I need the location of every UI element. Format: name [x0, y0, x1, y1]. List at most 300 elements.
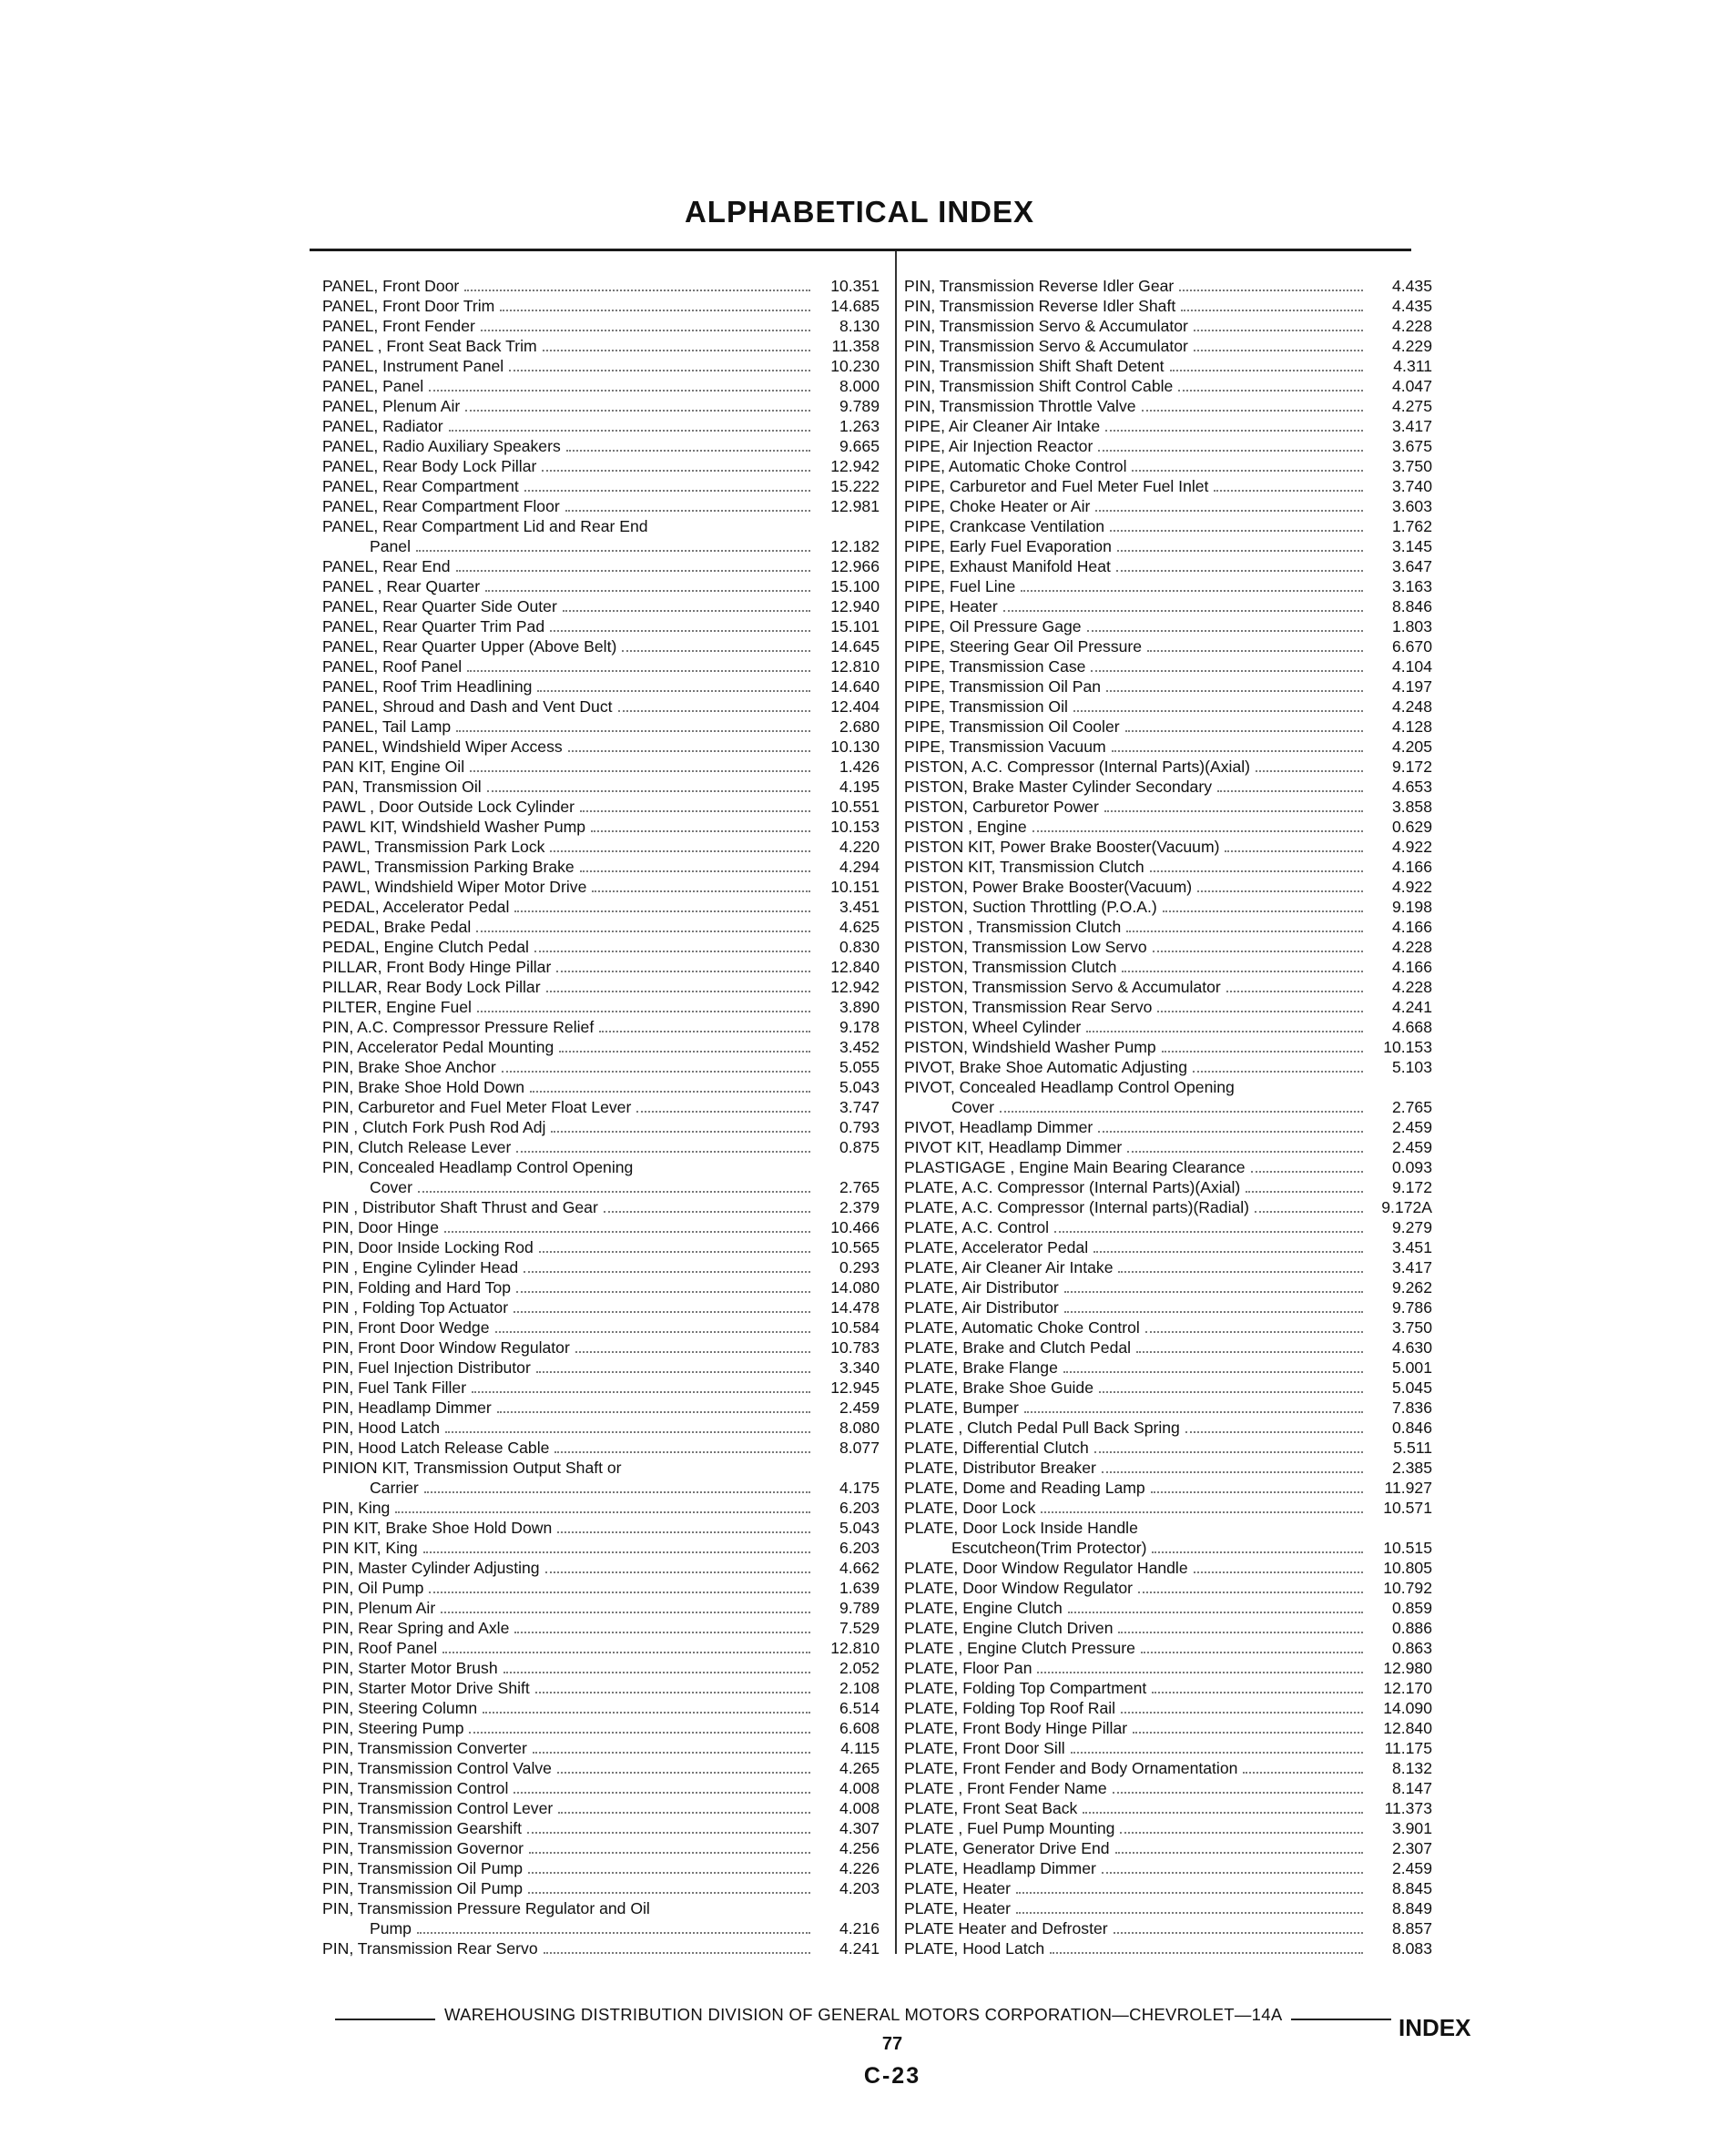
entry-leader-dots [1054, 1231, 1363, 1233]
entry-label: PISTON, Suction Throttling (P.O.A.) [904, 898, 1157, 916]
index-entry [904, 676, 1432, 697]
entry-leader-dots [568, 750, 810, 752]
entry-reference-number: 10.515 [1383, 1539, 1432, 1557]
entry-leader-dots [1185, 1431, 1363, 1433]
entry-leader-dots [527, 1832, 810, 1834]
entry-leader-dots [542, 470, 810, 472]
entry-reference-number: 12.940 [830, 597, 880, 615]
footer-text: WAREHOUSING DISTRIBUTION DIVISION OF GENERAL MOTORS CORPORATION—CHEVROLET—14A [444, 2005, 1283, 2024]
entry-leader-dots [1151, 1491, 1363, 1493]
entry-reference-number: 5.511 [1393, 1439, 1432, 1457]
entry-reference-number: 10.584 [830, 1318, 880, 1337]
index-entry [904, 1598, 1432, 1618]
entry-label: PIN, Accelerator Pedal Mounting [322, 1038, 554, 1056]
entry-reference-number: 8.857 [1391, 1919, 1432, 1937]
entry-leader-dots [1099, 1391, 1363, 1393]
entry-reference-number: 4.435 [1391, 277, 1432, 295]
index-entry [322, 1718, 880, 1738]
entry-leader-dots [1106, 690, 1363, 692]
entry-label: PANEL, Front Door Trim [322, 297, 495, 315]
index-entry [904, 1337, 1432, 1358]
entry-reference-number: 10.565 [830, 1238, 880, 1256]
entry-label: PIN, Transmission Governor [322, 1839, 524, 1857]
entry-label: PLATE, Brake Shoe Guide [904, 1378, 1093, 1397]
index-entry [322, 937, 880, 957]
entry-reference-number: 8.077 [839, 1439, 880, 1457]
index-entry [322, 917, 880, 937]
entry-reference-number: 3.647 [1391, 557, 1432, 575]
index-entry [322, 516, 880, 536]
entry-label: PIN, Front Door Wedge [322, 1318, 490, 1337]
entry-reference-number: 3.163 [1391, 577, 1432, 595]
entry-reference-number: 9.198 [1391, 898, 1432, 916]
index-entry [904, 1077, 1432, 1097]
entry-reference-number: 3.603 [1391, 497, 1432, 515]
index-entry [904, 576, 1432, 596]
entry-reference-number: 4.229 [1391, 337, 1432, 355]
index-entry [322, 276, 880, 296]
index-entry [322, 737, 880, 757]
entry-leader-dots [1122, 971, 1363, 972]
entry-reference-number: 4.256 [839, 1839, 880, 1857]
entry-label: PLATE, Air Cleaner Air Intake [904, 1258, 1114, 1276]
entry-label: PLATE, Door Lock [904, 1499, 1036, 1517]
index-entry [904, 376, 1432, 396]
entry-leader-dots [1126, 931, 1363, 932]
index-entry [904, 737, 1432, 757]
index-entry [322, 1578, 880, 1598]
entry-reference-number: 8.080 [839, 1419, 880, 1437]
index-entry [322, 476, 880, 496]
index-entry [904, 596, 1432, 616]
entry-label: PAWL, Transmission Parking Brake [322, 858, 575, 876]
entry-label: PIN, Plenum Air [322, 1599, 436, 1617]
entry-leader-dots [1032, 830, 1363, 832]
index-entry [322, 897, 880, 917]
entry-label: PISTON, Wheel Cylinder [904, 1018, 1082, 1036]
entry-leader-dots [1153, 951, 1363, 952]
index-entry [322, 1758, 880, 1778]
entry-leader-dots [441, 1612, 810, 1613]
entry-label: PIPE, Crankcase Ventilation [904, 517, 1105, 535]
entry-leader-dots [1105, 430, 1363, 432]
index-entry [904, 1538, 1432, 1558]
entry-leader-dots [539, 1251, 810, 1253]
entry-leader-dots [429, 1592, 810, 1593]
entry-leader-dots [580, 810, 810, 812]
entry-label: PLATE , Front Fender Name [904, 1779, 1107, 1797]
entry-reference-number: 5.103 [1391, 1058, 1432, 1076]
entry-reference-number: 9.789 [839, 1599, 880, 1617]
entry-label: PISTON, Transmission Low Servo [904, 938, 1147, 956]
entry-leader-dots [1095, 510, 1363, 512]
entry-leader-dots [1138, 1592, 1363, 1593]
index-entry [904, 1838, 1432, 1858]
entry-reference-number: 2.379 [839, 1198, 880, 1216]
entry-label: PIN, Starter Motor Drive Shift [322, 1679, 530, 1697]
entry-leader-dots [556, 971, 810, 972]
entry-leader-dots [1115, 1852, 1363, 1854]
entry-reference-number: 3.451 [839, 898, 880, 916]
entry-label: PLATE, Bumper [904, 1398, 1019, 1417]
entry-reference-number: 2.459 [1391, 1118, 1432, 1136]
entry-leader-dots [1214, 490, 1363, 492]
entry-reference-number: 14.640 [830, 677, 880, 696]
entry-reference-number: 9.172 [1391, 1178, 1432, 1196]
entry-reference-number: 9.172 [1391, 758, 1432, 776]
entry-leader-dots [524, 1271, 810, 1273]
index-entry [904, 1878, 1432, 1898]
entry-label: PEDAL, Brake Pedal [322, 918, 472, 936]
entry-label: PISTON , Transmission Clutch [904, 918, 1122, 936]
entry-reference-number: 4.175 [839, 1479, 880, 1497]
index-entry [904, 536, 1432, 556]
entry-label: PIPE, Choke Heater or Air [904, 497, 1091, 515]
entry-leader-dots [1063, 1371, 1363, 1373]
entry-label: PIN, Steering Pump [322, 1719, 464, 1737]
entry-reference-number: 4.241 [1391, 998, 1432, 1016]
entry-label: PLATE, Heater [904, 1879, 1012, 1897]
entry-reference-number: 12.840 [830, 958, 880, 976]
entry-leader-dots [423, 1551, 810, 1553]
entry-label: Escutcheon(Trim Protector) [951, 1539, 1147, 1557]
entry-reference-number: 4.197 [1391, 677, 1432, 696]
index-entry [904, 456, 1432, 476]
entry-reference-number: 9.665 [839, 437, 880, 455]
entry-label: PIN, Transmission Oil Pump [322, 1879, 523, 1897]
index-entry [322, 596, 880, 616]
entry-leader-dots [516, 1291, 810, 1293]
entry-label: PLATE, Distributor Breaker [904, 1459, 1096, 1477]
entry-label: PIPE, Heater [904, 597, 998, 615]
index-entry [322, 1858, 880, 1878]
entry-leader-dots [1064, 1291, 1363, 1293]
index-entry [322, 1297, 880, 1317]
index-entry [322, 957, 880, 977]
entry-label: PIN, Transmission Reverse Idler Shaft [904, 297, 1176, 315]
entry-label: PLATE, Front Door Sill [904, 1739, 1065, 1757]
entry-reference-number: 0.830 [839, 938, 880, 956]
entry-reference-number: 6.203 [839, 1539, 880, 1557]
entry-reference-number: 4.008 [839, 1779, 880, 1797]
entry-reference-number: 4.275 [1391, 397, 1432, 415]
entry-label: PIN, Hood Latch [322, 1419, 441, 1437]
entry-leader-dots [1071, 1752, 1363, 1754]
entry-leader-dots [1003, 610, 1363, 612]
entry-label: PLATE, Engine Clutch Driven [904, 1619, 1114, 1637]
entry-label: PIN , Clutch Fork Push Rod Adj [322, 1118, 546, 1136]
index-entry [904, 1638, 1432, 1658]
entry-reference-number: 4.104 [1391, 657, 1432, 676]
entry-leader-dots [554, 1451, 810, 1453]
entry-reference-number: 0.846 [1391, 1419, 1432, 1437]
index-entry [322, 797, 880, 817]
index-entry [904, 1618, 1432, 1638]
index-entry [322, 1678, 880, 1698]
index-entry [322, 416, 880, 436]
entry-label: PANEL, Rear Body Lock Pillar [322, 457, 537, 475]
entry-leader-dots [1125, 730, 1363, 732]
entry-leader-dots [1170, 370, 1363, 371]
entry-label: PIN, Transmission Rear Servo [322, 1939, 538, 1958]
entry-leader-dots [445, 1431, 810, 1433]
entry-label: PIPE, Carburetor and Fuel Meter Fuel Inlet [904, 477, 1209, 495]
entry-reference-number: 12.980 [1383, 1659, 1432, 1677]
index-entry [322, 1798, 880, 1818]
entry-leader-dots [563, 610, 810, 612]
entry-reference-number: 0.793 [839, 1118, 880, 1136]
entry-label: PISTON, Transmission Servo & Accumulator [904, 978, 1221, 996]
entry-label: PIN, Transmission Throttle Valve [904, 397, 1136, 415]
entry-reference-number: 4.008 [839, 1799, 880, 1817]
entry-label: PIPE, Air Cleaner Air Intake [904, 417, 1101, 435]
entry-leader-dots [1152, 1551, 1363, 1553]
entry-leader-dots [1136, 1351, 1363, 1353]
entry-label: PIPE, Transmission Vacuum [904, 737, 1106, 756]
entry-leader-dots [424, 1491, 810, 1493]
entry-label: PISTON, Transmission Rear Servo [904, 998, 1153, 1016]
index-entry [904, 1798, 1432, 1818]
entry-label: PLATE, A.C. Compressor (Internal Parts)(Axial) [904, 1178, 1241, 1196]
entry-leader-dots [456, 570, 811, 572]
index-entry [904, 857, 1432, 877]
entry-leader-dots [444, 1231, 810, 1233]
entry-leader-dots [618, 710, 810, 712]
index-entry [904, 997, 1432, 1017]
entry-reference-number: 5.055 [839, 1058, 880, 1076]
index-entry [322, 636, 880, 656]
entry-label: PANEL, Plenum Air [322, 397, 461, 415]
index-entry [322, 1738, 880, 1758]
entry-leader-dots [1110, 530, 1363, 532]
entry-leader-dots [1086, 1031, 1363, 1032]
entry-reference-number: 10.466 [830, 1218, 880, 1236]
entry-leader-dots [537, 690, 810, 692]
entry-label: PIN, Starter Motor Brush [322, 1659, 498, 1677]
entry-reference-number: 4.205 [1391, 737, 1432, 756]
entry-leader-dots [1083, 1812, 1363, 1814]
entry-label: PIN, Transmission Control [322, 1779, 509, 1797]
entry-reference-number: 10.783 [830, 1338, 880, 1357]
entry-label: PIN, Carburetor and Fuel Meter Float Lever [322, 1098, 632, 1116]
entry-leader-dots [1162, 1051, 1363, 1053]
entry-leader-dots [1102, 1872, 1363, 1874]
entry-leader-dots [1114, 1932, 1363, 1934]
entry-label: PAWL, Transmission Park Lock [322, 838, 545, 856]
entry-label: PIN, Fuel Injection Distributor [322, 1358, 531, 1377]
entry-label: PIPE, Steering Gear Oil Pressure [904, 637, 1143, 656]
index-entry [322, 1518, 880, 1538]
index-entry [322, 1097, 880, 1117]
entry-label: PIPE, Early Fuel Evaporation [904, 537, 1112, 555]
entry-leader-dots [533, 1752, 810, 1754]
entry-label: PLATE, Front Seat Back [904, 1799, 1078, 1817]
index-entry [322, 697, 880, 717]
index-entry [904, 1097, 1432, 1117]
index-entry [322, 877, 880, 897]
entry-label: PISTON, Carburetor Power [904, 798, 1099, 816]
entry-label: PIVOT, Headlamp Dimmer [904, 1118, 1093, 1136]
entry-leader-dots [575, 1351, 810, 1353]
entry-label: PANEL , Front Seat Back Trim [322, 337, 537, 355]
index-entry [904, 877, 1432, 897]
index-entry [322, 817, 880, 837]
index-entry [904, 1358, 1432, 1378]
entry-label: PIN, Brake Shoe Hold Down [322, 1078, 524, 1096]
entry-leader-dots [1141, 1652, 1363, 1653]
entry-reference-number: 3.340 [839, 1358, 880, 1377]
index-entry [322, 1638, 880, 1658]
entry-label: PANEL, Windshield Wiper Access [322, 737, 563, 756]
index-entry [322, 1418, 880, 1438]
entry-label: PIN, Transmission Control Valve [322, 1759, 552, 1777]
entry-reference-number: 10.551 [830, 798, 880, 816]
index-entry [904, 937, 1432, 957]
index-entry [904, 1418, 1432, 1438]
entry-leader-dots [1000, 1111, 1363, 1113]
page-title: ALPHABETICAL INDEX [684, 195, 1035, 229]
index-entry [904, 977, 1432, 997]
entry-label: PLATE, Differential Clutch [904, 1439, 1089, 1457]
entry-reference-number: 3.858 [1391, 798, 1432, 816]
entry-reference-number: 3.747 [839, 1098, 880, 1116]
entry-leader-dots [503, 1672, 810, 1673]
entry-reference-number: 15.100 [830, 577, 880, 595]
entry-label: PANEL , Rear Quarter [322, 577, 481, 595]
entry-leader-dots [1127, 1151, 1363, 1153]
entry-label: Cover [951, 1098, 994, 1116]
entry-reference-number: 12.966 [830, 557, 880, 575]
entry-leader-dots [1194, 330, 1363, 331]
entry-reference-number: 8.849 [1391, 1899, 1432, 1917]
entry-reference-number: 12.182 [830, 537, 880, 555]
entry-reference-number: 4.220 [839, 838, 880, 856]
index-entry [322, 857, 880, 877]
index-entry [322, 1017, 880, 1037]
entry-leader-dots [1133, 1732, 1363, 1734]
entry-reference-number: 3.451 [1391, 1238, 1432, 1256]
entry-label: PLATE, A.C. Compressor (Internal parts)(Radial) [904, 1198, 1250, 1216]
entry-label: PIPE, Automatic Choke Control [904, 457, 1127, 475]
entry-label: PIN, Concealed Headlamp Control Opening [322, 1158, 634, 1176]
index-entry [322, 656, 880, 676]
entry-leader-dots [580, 870, 810, 872]
index-entry [904, 296, 1432, 316]
entry-reference-number: 1.426 [839, 758, 880, 776]
entry-reference-number: 8.147 [1391, 1779, 1432, 1797]
entry-label: PAN KIT, Engine Oil [322, 758, 465, 776]
entry-leader-dots [550, 850, 810, 852]
index-entry [322, 316, 880, 336]
index-entry [322, 1277, 880, 1297]
index-entry [322, 1558, 880, 1578]
entry-leader-dots [1098, 1131, 1363, 1133]
entry-leader-dots [530, 1091, 810, 1093]
page-number: 77 [881, 2034, 903, 2054]
index-entry [904, 1197, 1432, 1217]
entry-label: PIN, Fuel Tank Filler [322, 1378, 467, 1397]
entry-label: PLATE, Front Body Hinge Pillar [904, 1719, 1128, 1737]
entry-leader-dots [558, 1812, 810, 1814]
entry-reference-number: 0.863 [1391, 1639, 1432, 1657]
entry-reference-number: 7.529 [839, 1619, 880, 1637]
index-entry [322, 1838, 880, 1858]
entry-reference-number: 2.765 [839, 1178, 880, 1196]
entry-reference-number: 10.151 [830, 878, 880, 896]
index-entry [904, 1858, 1432, 1878]
entry-reference-number: 14.090 [1383, 1699, 1432, 1717]
entry-leader-dots [1094, 1451, 1363, 1453]
index-entry [904, 1718, 1432, 1738]
index-entry [904, 1057, 1432, 1077]
entry-reference-number: 1.803 [1391, 617, 1432, 636]
entry-label: PIN, Door Inside Locking Rod [322, 1238, 534, 1256]
entry-label: PLATE , Clutch Pedal Pull Back Spring [904, 1419, 1180, 1437]
index-entry [322, 1157, 880, 1177]
entry-label: PIN, Transmission Converter [322, 1739, 527, 1757]
entry-reference-number: 14.478 [830, 1298, 880, 1317]
entry-leader-dots [1193, 1071, 1363, 1073]
entry-reference-number: 4.668 [1391, 1018, 1432, 1036]
entry-reference-number: 3.740 [1391, 477, 1432, 495]
entry-reference-number: 9.172A [1381, 1198, 1432, 1216]
entry-reference-number: 12.945 [830, 1378, 880, 1397]
entry-reference-number: 10.130 [830, 737, 880, 756]
entry-label: PLATE, Door Window Regulator Handle [904, 1559, 1188, 1577]
entry-label: PLATE, Door Lock Inside Handle [904, 1519, 1138, 1537]
index-entry [904, 336, 1432, 356]
entry-leader-dots [1041, 1511, 1363, 1513]
index-entry [322, 1237, 880, 1257]
entry-label: PILTER, Engine Fuel [322, 998, 472, 1016]
entry-leader-dots [528, 1892, 810, 1894]
entry-leader-dots [529, 1852, 810, 1854]
entry-reference-number: 4.625 [839, 918, 880, 936]
entry-reference-number: 12.810 [830, 657, 880, 676]
entry-label: PANEL, Roof Trim Headlining [322, 677, 533, 696]
entry-label: PANEL, Radiator [322, 417, 443, 435]
entry-reference-number: 10.230 [830, 357, 880, 375]
index-entry [904, 1738, 1432, 1758]
entry-leader-dots [1217, 790, 1363, 792]
index-entry [322, 1698, 880, 1718]
entry-leader-dots [591, 830, 810, 832]
index-entry [904, 1217, 1432, 1237]
index-entry [322, 1458, 880, 1478]
entry-label: PIN , Distributor Shaft Thrust and Gear [322, 1198, 598, 1216]
entry-reference-number: 4.166 [1391, 858, 1432, 876]
index-entry [904, 1818, 1432, 1838]
entry-leader-dots [514, 1792, 810, 1794]
index-entry [322, 616, 880, 636]
entry-reference-number: 4.216 [839, 1919, 880, 1937]
entry-reference-number: 4.922 [1391, 878, 1432, 896]
entry-reference-number: 3.901 [1391, 1819, 1432, 1837]
index-entry [322, 977, 880, 997]
entry-label: PAWL, Windshield Wiper Motor Drive [322, 878, 587, 896]
entry-leader-dots [636, 1111, 810, 1113]
entry-leader-dots [1113, 1792, 1363, 1794]
entry-leader-dots [1050, 1952, 1363, 1954]
entry-reference-number: 3.675 [1391, 437, 1432, 455]
entry-leader-dots [429, 390, 810, 392]
entry-label: PANEL, Rear Compartment Lid and Rear End [322, 517, 648, 535]
entry-leader-dots [469, 1732, 810, 1734]
entry-leader-dots [476, 931, 810, 932]
entry-label: PIPE, Oil Pressure Gage [904, 617, 1082, 636]
index-entry [322, 1498, 880, 1518]
entry-label: PANEL, Tail Lamp [322, 717, 452, 736]
